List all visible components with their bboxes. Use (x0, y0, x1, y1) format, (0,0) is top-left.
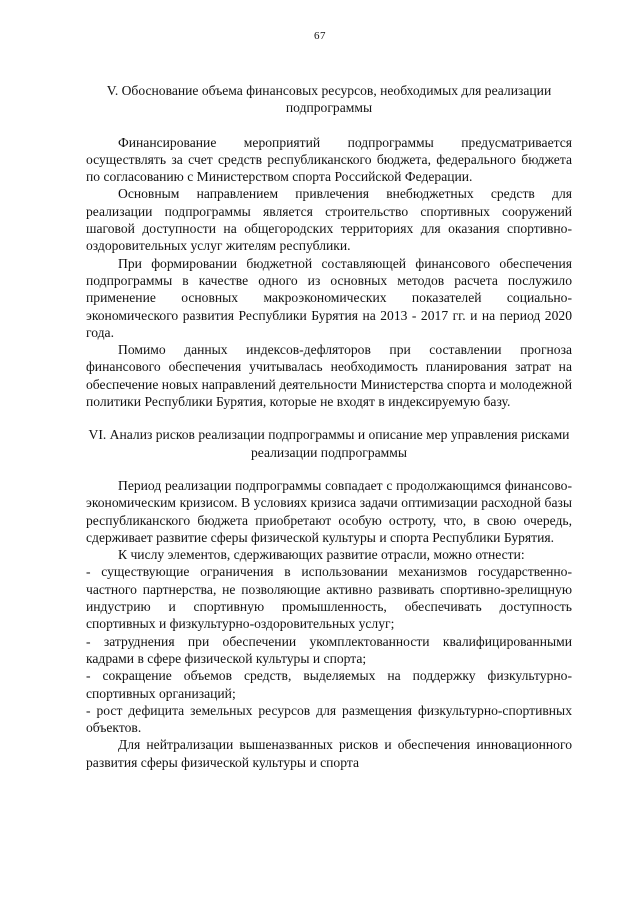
section-6-paragraph-final: Для нейтрализации вышеназванных рисков и обеспечения инновационного развития сферы физической культуры и спорта (86, 737, 572, 770)
section-5-paragraph-4: Помимо данных индексов-дефляторов при составлении прогноза финансового обеспечения учитывалась необходимость планирования затрат на обеспечение новых направлений деятельности Министерства спорта и молодежной политики Республики Бурятия, которые не входят в индексируемую базу. (86, 342, 572, 410)
section-6-paragraph-2: К числу элементов, сдерживающих развитие отрасли, можно отнести: (118, 547, 525, 563)
page-content (86, 82, 572, 771)
section-6-heading: VI. Анализ рисков реализации подпрограммы и описание мер управления рисками реализации подпрограммы (88, 427, 570, 460)
section-5-paragraph-3: При формировании бюджетной составляющей финансового обеспечения подпрограммы в качестве одного из основных методов расчета послужило применение основных макроэкономических показателей социально-экономического развития Республики Бурятия на 2013 - 2017 гг. и на период 2020 года. (86, 255, 572, 340)
section-5-paragraph-1: Финансирование мероприятий подпрограммы предусматривается осуществлять за счет средств республиканского бюджета, федерального бюджета по согласованию с Министерством спорта Российской Федерации. (86, 134, 572, 185)
page-number: 67 (314, 30, 326, 42)
section-5-paragraph-2: Основным направлением привлечения внебюджетных средств для реализации подпрограммы является строительство спортивных сооружений шаговой доступности на общегородских территориях для оказания спортивно-оздоровительных услуг жителям республики. (86, 186, 572, 254)
risk-list-item-2: - затруднения при обеспечении укомплектованности квалифицированными кадрами в сфере физической культуры и спорта; (86, 633, 572, 666)
risk-list-item-4: - рост дефицита земельных ресурсов для размещения физкультурно-спортивных объектов. (86, 702, 572, 736)
risk-list-item-1: - существующие ограничения в использовании механизмов государственно-частного партнерства, не позволяющие активно развивать спортивно-зрелищную индустрию и спортивную промышленность, обеспечивать доступность спортивных и физкультурно-оздоровительных услуг; (86, 564, 572, 632)
section-6-paragraph-1: Период реализации подпрограммы совпадает с продолжающимся финансово-экономическим кризисом. В условиях кризиса задачи оптимизации расходной базы республиканского бюджета приобретают особую остроту, что, в свою очередь, сдерживает развитие сферы физической культуры и спорта Республики Бурятия. (86, 477, 572, 545)
risk-list-item-3: - сокращение объемов средств, выделяемых на поддержку физкультурно-спортивных организаций; (86, 668, 572, 701)
section-5-heading: V. Обоснование объема финансовых ресурсов, необходимых для реализации подпрограммы (106, 83, 552, 116)
